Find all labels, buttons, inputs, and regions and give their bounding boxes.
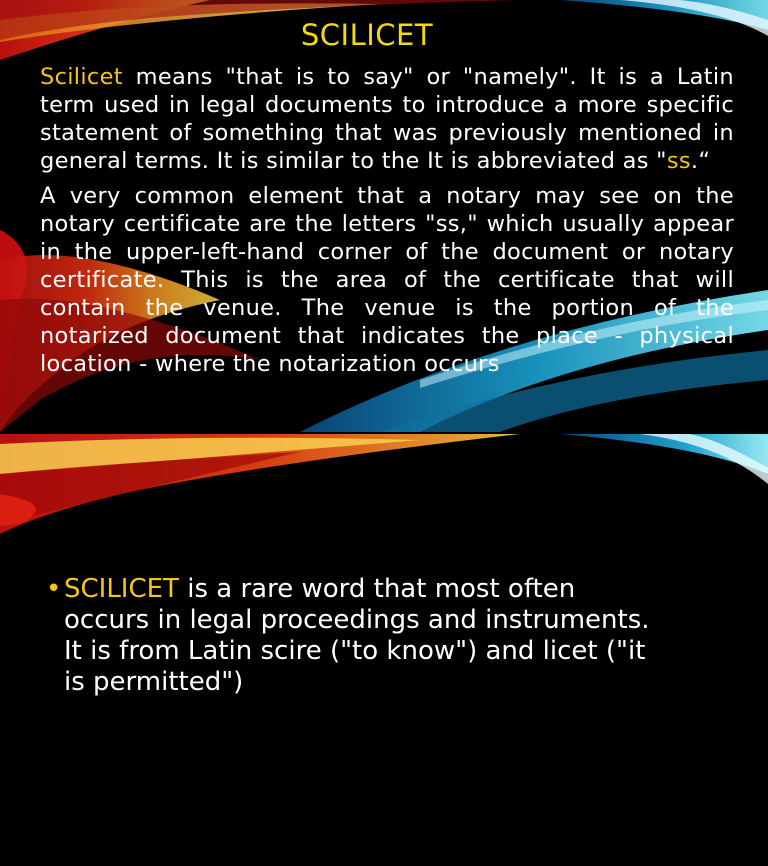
slide-2	[0, 434, 768, 866]
paragraph-definition	[40, 63, 734, 175]
definition-text: means "that is to say" or "namely". It is a Latin term used in legal documents to introduce a more specific statement of something that was previously mentioned in general terms. It is similar to the It is abbreviated as "	[40, 64, 734, 174]
paragraph-notary: A very common element that a notary may see on the notary certificate are the letters "ss," which usually appear in the upper-left-hand corner of the document or notary certificate. This is the area of the certificate that will contain the venue. The venue is the portion of the notarized document that indicates the place - physical location - where the notarization occurs	[40, 183, 734, 377]
definition-end: .“	[690, 148, 711, 174]
bullet-keyword: SCILICET	[64, 574, 179, 604]
highlight-abbreviation: ss	[666, 148, 691, 174]
slide-1	[0, 0, 768, 432]
bullet-marker: •	[46, 574, 62, 604]
highlight-term: Scilicet	[40, 64, 123, 90]
slide-body	[40, 63, 734, 385]
bullet-list	[46, 574, 666, 698]
bullet-body: is a rare word that most often occurs in legal proceedings and instruments. It is from Latin scire ("to know") and licet ("it is permitted")	[64, 574, 650, 697]
slide-title: SCILICET	[300, 18, 434, 52]
bullet-text	[64, 574, 666, 698]
list-item	[46, 574, 666, 698]
